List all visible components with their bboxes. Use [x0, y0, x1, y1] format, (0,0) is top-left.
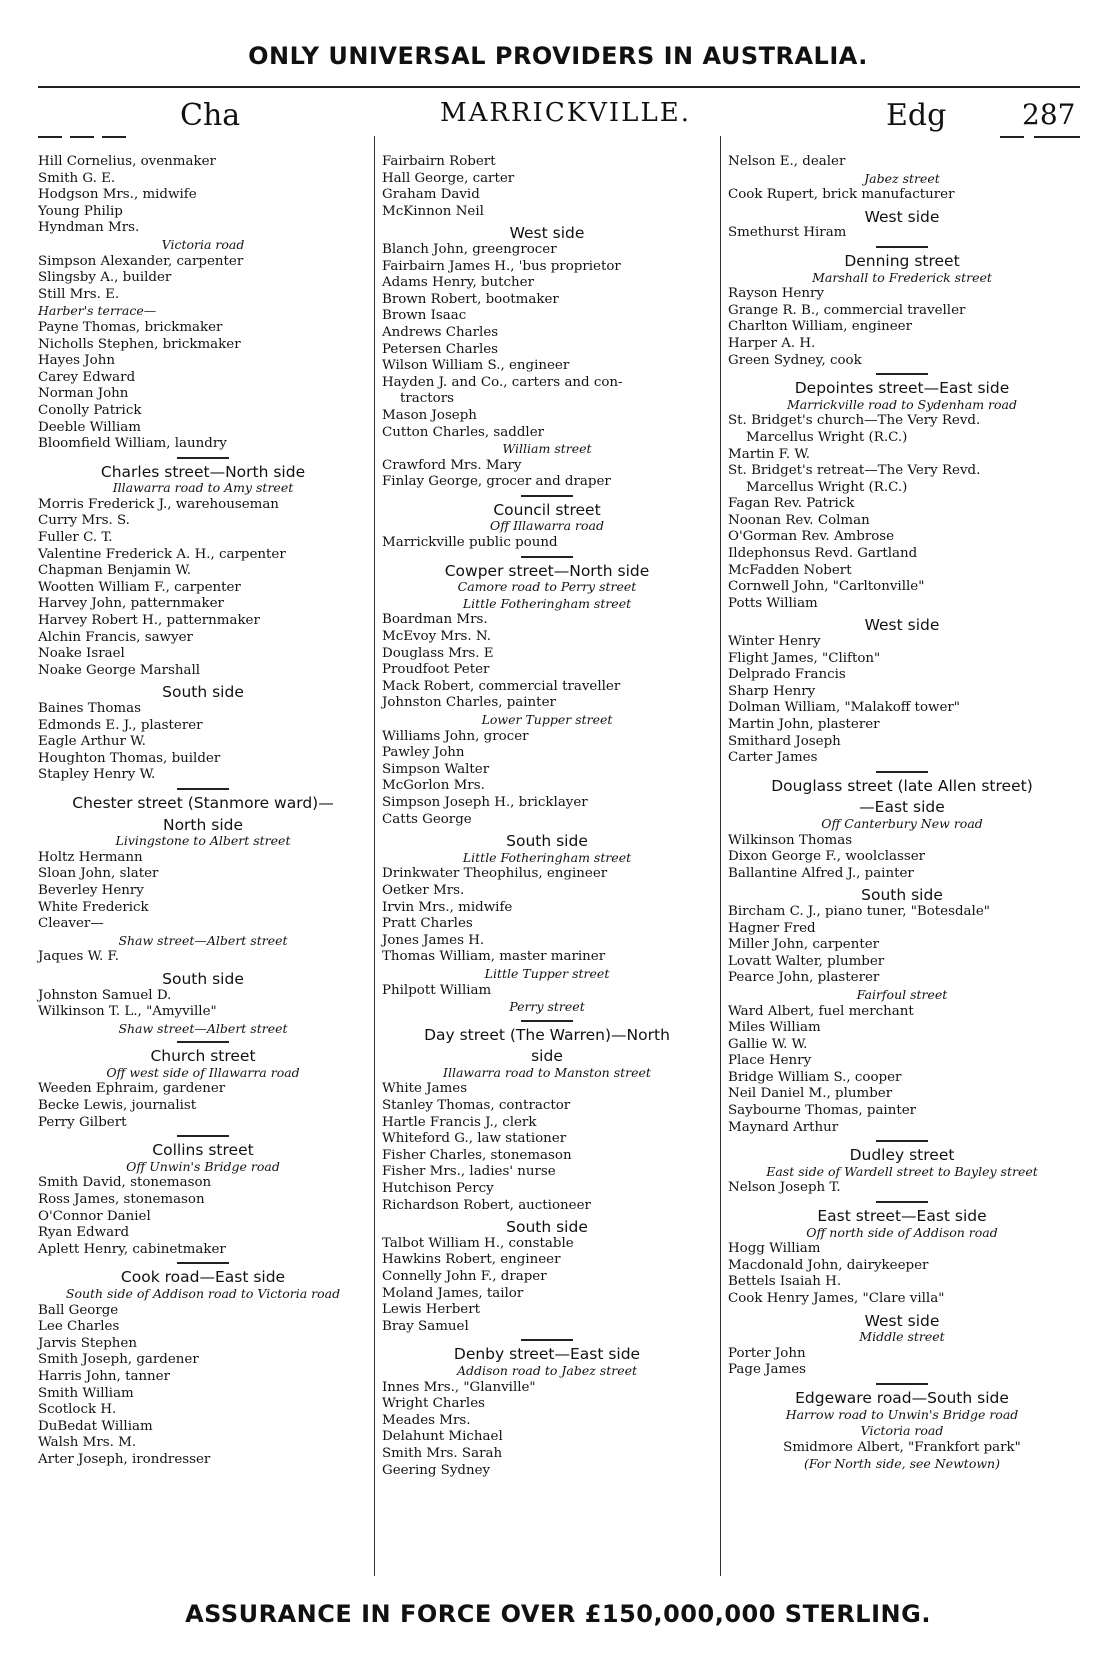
- directory-entry: Oetker Mrs.: [382, 882, 465, 898]
- street-heading: West side: [864, 616, 940, 635]
- directory-entry: Noonan Rev. Colman: [728, 512, 870, 528]
- directory-entry: Harvey John, patternmaker: [38, 596, 224, 612]
- directory-entry: Douglass Mrs. E: [382, 645, 494, 661]
- section-separator: [177, 1135, 229, 1137]
- page-number: 287: [1022, 98, 1076, 131]
- directory-entry: Rayson Henry: [728, 286, 824, 302]
- directory-entry: Smidmore Albert, "Frankfort park": [783, 1439, 1021, 1455]
- directory-entry: Meades Mrs.: [382, 1412, 471, 1428]
- street-heading: South side: [162, 969, 244, 988]
- street-direction: Off Canterbury New road: [821, 815, 983, 831]
- directory-entry: Jaques W. F.: [38, 949, 119, 965]
- directory-entry: Marrickville public pound: [382, 535, 558, 551]
- street-direction: Illawarra road to Manston street: [443, 1064, 651, 1080]
- directory-entry: Lovatt Walter, plumber: [728, 953, 885, 969]
- street-direction: Off Unwin's Bridge road: [126, 1158, 280, 1174]
- header-dash: [70, 136, 94, 138]
- street-heading: South side: [506, 832, 588, 851]
- directory-entry: Hyndman Mrs.: [38, 220, 140, 236]
- directory-entry: Page James: [728, 1362, 806, 1378]
- directory-entry: Payne Thomas, brickmaker: [38, 319, 223, 335]
- directory-entry: Wootten William F., carpenter: [38, 579, 241, 595]
- directory-entry: Stapley Henry W.: [38, 767, 156, 783]
- street-heading: West side: [864, 207, 940, 226]
- directory-entry: Sloan John, slater: [38, 866, 159, 882]
- directory-entry: Fuller C. T.: [38, 530, 113, 546]
- directory-entry: Ryan Edward: [38, 1225, 130, 1241]
- directory-entry: Cook Rupert, brick manufacturer: [728, 187, 955, 203]
- directory-entry: Hodgson Mrs., midwife: [38, 187, 197, 203]
- street-direction: William street: [502, 441, 592, 457]
- directory-entry: Hogg William: [728, 1241, 821, 1257]
- street-heading: West side: [509, 224, 585, 243]
- directory-entry: Hagner Fred: [728, 920, 816, 936]
- directory-entry: Becke Lewis, journalist: [38, 1098, 197, 1114]
- street-heading: Collins street: [152, 1141, 254, 1160]
- street-direction: Jabez street: [864, 170, 940, 186]
- street-direction: Camore road to Perry street: [457, 579, 637, 595]
- street-heading: Charles street—North side: [100, 462, 306, 481]
- directory-entry: McEvoy Mrs. N.: [382, 629, 492, 645]
- street-direction: Little Fotheringham street: [462, 595, 632, 611]
- directory-entry: Graham David: [382, 187, 480, 203]
- bottom-advertisement-banner: ASSURANCE IN FORCE OVER £150,000,000 STERLING.: [185, 1600, 931, 1628]
- street-heading: Depointes street—East side: [794, 379, 1010, 398]
- street-direction: Off west side of Illawarra road: [106, 1064, 300, 1080]
- directory-entry: Brown Robert, bootmaker: [382, 291, 559, 307]
- directory-entry: McGorlon Mrs.: [382, 778, 485, 794]
- directory-entry: McFadden Nobert: [728, 562, 852, 578]
- directory-column-3: [728, 154, 1076, 1473]
- section-separator: [876, 246, 928, 248]
- directory-entry: Philpott William: [382, 982, 492, 998]
- directory-entry: Walsh Mrs. M.: [38, 1435, 137, 1451]
- directory-entry: Smethurst Hiram: [728, 225, 847, 241]
- directory-entry: Smith David, stonemason: [38, 1175, 212, 1191]
- directory-entry: Perry Gilbert: [38, 1114, 127, 1130]
- header-dash: [38, 136, 62, 138]
- directory-entry: Innes Mrs., "Glanville": [382, 1379, 536, 1395]
- directory-entry: Pearce John, plasterer: [728, 970, 880, 986]
- directory-entry: Noake Israel: [38, 646, 125, 662]
- directory-entry: Bircham C. J., piano tuner, "Botesdale": [728, 903, 990, 919]
- directory-entry: St. Bridget's retreat—The Very Revd.: [728, 463, 981, 479]
- directory-entry: Pawley John: [382, 745, 465, 761]
- directory-entry: Bray Samuel: [382, 1318, 469, 1334]
- directory-entry: Gallie W. W.: [728, 1036, 808, 1052]
- street-heading: Cook road—East side: [120, 1268, 286, 1287]
- entry-continuation: Marcellus Wright (R.C.): [746, 429, 908, 445]
- street-direction: Little Tupper street: [484, 965, 610, 981]
- directory-entry: Ball George: [38, 1302, 119, 1318]
- directory-column-1: [38, 154, 368, 1469]
- directory-entry: O'Gorman Rev. Ambrose: [728, 529, 895, 545]
- directory-entry: Norman John: [38, 386, 129, 402]
- directory-entry: Hutchison Percy: [382, 1181, 494, 1197]
- directory-entry: Hall George, carter: [382, 170, 515, 186]
- directory-entry: Mason Joseph: [382, 407, 477, 423]
- directory-entry: Martin John, plasterer: [728, 717, 880, 732]
- section-separator: [876, 1140, 928, 1142]
- directory-entry: Proudfoot Peter: [382, 662, 490, 678]
- running-head-left: Cha: [180, 98, 241, 133]
- directory-entry: Edmonds E. J., plasterer: [38, 717, 203, 733]
- directory-entry: White James: [382, 1081, 468, 1097]
- directory-entry: Flight James, "Clifton": [728, 650, 881, 666]
- street-heading: Denby street—East side: [453, 1345, 641, 1364]
- directory-entry: DuBedat William: [38, 1418, 153, 1434]
- directory-entry: Fairbairn James H., 'bus proprietor: [382, 258, 621, 274]
- directory-entry: Jones James H.: [382, 932, 485, 948]
- street-direction: Victoria road: [161, 236, 245, 252]
- directory-entry: Crawford Mrs. Mary: [382, 457, 522, 473]
- directory-entry: Eagle Arthur W.: [38, 734, 146, 750]
- directory-entry: Smith Joseph, gardener: [38, 1352, 199, 1368]
- directory-entry: Lee Charles: [38, 1319, 120, 1335]
- directory-entry: Cleaver—: [38, 916, 104, 932]
- street-direction: Addison road to Jabez street: [456, 1362, 638, 1378]
- directory-entry: Hayden J. and Co., carters and con-: [382, 374, 623, 390]
- directory-entry: Carey Edward: [38, 369, 136, 385]
- directory-entry: Fisher Mrs., ladies' nurse: [382, 1164, 556, 1180]
- directory-entry: Simpson Walter: [382, 761, 490, 777]
- directory-entry: Conolly Patrick: [38, 402, 142, 418]
- directory-entry: Wilson William S., engineer: [382, 358, 570, 374]
- directory-entry: Adams Henry, butcher: [382, 275, 535, 291]
- street-heading: South side: [861, 886, 943, 905]
- directory-entry: Cutton Charles, saddler: [382, 424, 545, 440]
- directory-entry: Williams John, grocer: [382, 728, 529, 744]
- directory-entry: Martin F. W.: [728, 446, 811, 462]
- directory-entry: Connelly John F., draper: [382, 1269, 547, 1284]
- directory-entry: Whiteford G., law stationer: [382, 1131, 567, 1147]
- directory-entry: Moland James, tailor: [382, 1285, 524, 1301]
- directory-entry: Harper A. H.: [728, 335, 816, 351]
- directory-entry: Fagan Rev. Patrick: [728, 496, 855, 512]
- directory-entry: Arter Joseph, irondresser: [38, 1451, 211, 1467]
- directory-entry: Catts George: [382, 811, 472, 827]
- directory-entry: Smithard Joseph: [728, 733, 841, 749]
- section-separator: [521, 1339, 573, 1341]
- directory-entry: Chapman Benjamin W.: [38, 563, 192, 579]
- directory-entry: Morris Frederick J., warehouseman: [38, 496, 279, 512]
- directory-entry: Sharp Henry: [728, 683, 816, 699]
- directory-entry: Smith Mrs. Sarah: [382, 1445, 503, 1461]
- street-direction: Off north side of Addison road: [806, 1224, 998, 1240]
- section-separator: [521, 1020, 573, 1022]
- street-heading: Denning street: [844, 251, 960, 270]
- directory-entry: Porter John: [728, 1345, 806, 1361]
- directory-entry: Ross James, stonemason: [38, 1192, 205, 1208]
- header-dash: [1000, 136, 1024, 138]
- directory-entry: Richardson Robert, auctioneer: [382, 1197, 591, 1213]
- directory-entry: Neil Daniel M., plumber: [728, 1086, 893, 1102]
- street-heading: Cowper street—North side: [444, 561, 650, 580]
- street-direction: Fairfoul street: [856, 986, 948, 1002]
- street-heading: Council street: [493, 500, 601, 519]
- directory-entry: Talbot William H., constable: [382, 1235, 574, 1251]
- street-heading: South side: [506, 1218, 588, 1237]
- directory-column-2: [382, 154, 712, 1479]
- directory-entry: Slingsby A., builder: [38, 270, 172, 286]
- street-direction: Perry street: [509, 999, 585, 1015]
- directory-entry: Thomas William, master mariner: [382, 949, 606, 965]
- directory-entry: Beverley Henry: [38, 882, 144, 898]
- section-separator: [876, 771, 928, 773]
- running-head-right: Edg: [886, 98, 947, 133]
- directory-entry: Smith G. E.: [38, 170, 116, 186]
- street-heading: Edgeware road—South side: [795, 1388, 1009, 1407]
- directory-entry: Bloomfield William, laundry: [38, 436, 227, 452]
- street-direction: Lower Tupper street: [481, 712, 613, 727]
- street-direction: South side of Addison road to Victoria road: [65, 1286, 341, 1301]
- directory-entry: O'Connor Daniel: [38, 1208, 151, 1224]
- section-separator: [876, 1201, 928, 1203]
- directory-entry: Curry Mrs. S.: [38, 513, 130, 529]
- directory-entry: White Frederick: [38, 899, 149, 915]
- directory-entry: Saybourne Thomas, painter: [728, 1103, 917, 1119]
- street-heading: Douglass street (late Allen street): [771, 776, 1033, 795]
- directory-entry: Hayes John: [38, 353, 115, 369]
- directory-entry: Finlay George, grocer and draper: [382, 474, 611, 490]
- street-heading: West side: [864, 1311, 940, 1330]
- directory-entry: Weeden Ephraim, gardener: [38, 1081, 226, 1097]
- page-title: MARRICKVILLE.: [440, 98, 691, 128]
- street-direction: Harrow road to Unwin's Bridge road: [785, 1406, 1019, 1422]
- directory-entry: Dixon George F., woolclasser: [728, 849, 926, 865]
- directory-entry: Nicholls Stephen, brickmaker: [38, 336, 241, 352]
- street-heading: North side: [162, 815, 244, 834]
- entry-continuation: Marcellus Wright (R.C.): [746, 479, 908, 495]
- directory-entry: Bridge William S., cooper: [728, 1069, 902, 1085]
- directory-entry: Hartle Francis J., clerk: [382, 1114, 537, 1130]
- directory-entry: Drinkwater Theophilus, engineer: [382, 866, 608, 882]
- directory-entry: Irvin Mrs., midwife: [382, 899, 513, 915]
- directory-entry: Harris John, tanner: [38, 1368, 171, 1384]
- directory-entry: Wilkinson Thomas: [728, 832, 853, 848]
- directory-entry: Winter Henry: [728, 634, 821, 650]
- section-separator: [521, 495, 573, 497]
- directory-entry: Stanley Thomas, contractor: [382, 1098, 571, 1114]
- directory-entry: Harvey Robert H., patternmaker: [38, 613, 260, 629]
- directory-entry: Macdonald John, dairykeeper: [728, 1257, 929, 1273]
- street-direction: Marrickville road to Sydenham road: [786, 396, 1017, 412]
- section-separator: [177, 457, 229, 459]
- section-separator: [177, 1041, 229, 1043]
- directory-entry: Baines Thomas: [38, 701, 141, 716]
- directory-entry: Wright Charles: [382, 1396, 486, 1412]
- street-heading: —East side: [859, 798, 945, 817]
- directory-entry: Maynard Arthur: [728, 1119, 839, 1135]
- directory-entry: Simpson Joseph H., bricklayer: [382, 794, 588, 810]
- directory-entry: Dolman William, "Malakoff tower": [728, 700, 960, 716]
- directory-entry: Simpson Alexander, carpenter: [38, 253, 244, 269]
- directory-entry: Delahunt Michael: [382, 1429, 503, 1445]
- directory-entry: Place Henry: [728, 1053, 812, 1069]
- directory-entry: Miles William: [728, 1020, 821, 1036]
- directory-entry: Delprado Francis: [728, 667, 846, 683]
- directory-entry: Aplett Henry, cabinetmaker: [38, 1241, 226, 1257]
- directory-entry: Deeble William: [38, 419, 141, 435]
- street-heading: East street—East side: [817, 1207, 987, 1226]
- directory-entry: Ward Albert, fuel merchant: [728, 1003, 914, 1019]
- street-heading: side: [531, 1047, 563, 1066]
- directory-entry: Cornwell John, "Carltonville": [728, 579, 925, 595]
- street-heading: Chester street (Stanmore ward)—: [72, 793, 334, 812]
- directory-entry: McKinnon Neil: [382, 203, 484, 219]
- entry-continuation: tractors: [400, 391, 454, 407]
- street-heading: South side: [162, 683, 244, 702]
- street-direction: Off Illawarra road: [490, 518, 604, 534]
- directory-entry: Hill Cornelius, ovenmaker: [38, 154, 216, 169]
- section-separator: [876, 373, 928, 375]
- street-direction: Marshall to Frederick street: [812, 269, 992, 285]
- directory-entry: Boardman Mrs.: [382, 612, 488, 628]
- street-heading: Dudley street: [849, 1146, 955, 1165]
- street-direction: Victoria road: [860, 1423, 944, 1439]
- column-divider: [374, 136, 375, 1576]
- section-separator: [177, 1262, 229, 1264]
- directory-entry: Wilkinson T. L., "Amyville": [38, 1004, 217, 1020]
- directory-entry: Brown Isaac: [382, 308, 467, 324]
- header-dash: [102, 136, 126, 138]
- directory-entry: Johnston Charles, painter: [382, 695, 556, 711]
- header-dash: [1034, 136, 1080, 138]
- top-rule: [38, 86, 1080, 88]
- directory-entry: Charlton William, engineer: [728, 319, 912, 335]
- directory-entry: Scotlock H.: [38, 1402, 117, 1418]
- street-direction: Shaw street—Albert street: [118, 1020, 288, 1036]
- directory-entry: Mack Robert, commercial traveller: [382, 678, 621, 694]
- street-direction: Livingstone to Albert street: [115, 833, 291, 849]
- directory-entry: Nelson E., dealer: [728, 154, 846, 169]
- street-direction: Harber's terrace—: [38, 303, 157, 319]
- street-direction: East side of Wardell street to Bayley street: [766, 1163, 1038, 1179]
- section-separator: [521, 556, 573, 558]
- directory-entry: Fairbairn Robert: [382, 154, 496, 169]
- street-direction: (For North side, see Newtown): [804, 1456, 1000, 1472]
- directory-entry: Pratt Charles: [382, 916, 473, 932]
- directory-entry: Holtz Hermann: [38, 849, 143, 865]
- directory-entry: Noake George Marshall: [38, 662, 201, 678]
- directory-entry: Green Sydney, cook: [728, 352, 862, 368]
- top-advertisement-banner: ONLY UNIVERSAL PROVIDERS IN AUSTRALIA.: [248, 42, 868, 70]
- directory-entry: Lewis Herbert: [382, 1302, 480, 1318]
- directory-entry: Jarvis Stephen: [38, 1335, 137, 1351]
- street-heading: Day street (The Warren)—North: [424, 1025, 670, 1044]
- directory-entry: Johnston Samuel D.: [38, 987, 172, 1003]
- section-separator: [177, 788, 229, 790]
- directory-entry: Miller John, carpenter: [728, 937, 880, 953]
- directory-entry: Petersen Charles: [382, 341, 499, 357]
- directory-entry: Bettels Isaiah H.: [728, 1274, 842, 1290]
- street-direction: Illawarra road to Amy street: [112, 480, 294, 496]
- directory-entry: Geering Sydney: [382, 1462, 491, 1478]
- directory-entry: Still Mrs. E.: [38, 286, 120, 302]
- directory-entry: Blanch John, greengrocer: [382, 241, 557, 257]
- column-divider: [720, 136, 721, 1576]
- directory-entry: Fisher Charles, stonemason: [382, 1147, 572, 1163]
- street-heading: Church street: [150, 1047, 256, 1066]
- directory-entry: Valentine Frederick A. H., carpenter: [38, 546, 286, 562]
- directory-entry: Carter James: [728, 750, 818, 766]
- street-direction: Middle street: [859, 1329, 945, 1345]
- directory-entry: St. Bridget's church—The Very Revd.: [728, 413, 981, 429]
- directory-entry: Smith William: [38, 1385, 134, 1401]
- directory-entry: Houghton Thomas, builder: [38, 750, 221, 766]
- directory-entry: Grange R. B., commercial traveller: [728, 302, 966, 318]
- directory-entry: Hawkins Robert, engineer: [382, 1252, 561, 1268]
- section-separator: [876, 1383, 928, 1385]
- directory-entry: Cook Henry James, "Clare villa": [728, 1291, 945, 1306]
- directory-entry: Potts William: [728, 595, 818, 611]
- directory-entry: Ballantine Alfred J., painter: [728, 865, 914, 881]
- directory-entry: Alchin Francis, sawyer: [38, 629, 193, 645]
- street-direction: Little Fotheringham street: [462, 849, 632, 865]
- directory-entry: Ildephonsus Revd. Gartland: [728, 546, 918, 562]
- street-direction: Shaw street—Albert street: [118, 932, 288, 948]
- directory-entry: Nelson Joseph T.: [728, 1180, 841, 1196]
- directory-entry: Young Philip: [38, 203, 123, 219]
- directory-entry: Andrews Charles: [382, 324, 499, 340]
